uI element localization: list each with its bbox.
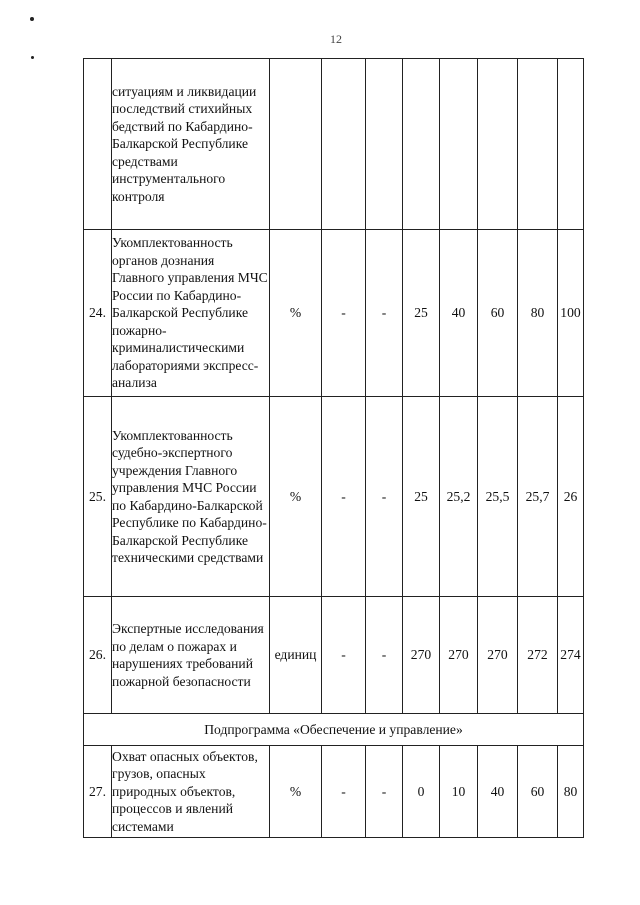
scan-speck — [30, 17, 34, 21]
value-cell: - — [366, 597, 403, 714]
table-row — [84, 59, 584, 230]
indicator-name: Охват опасных объектов, грузов, опасных природных объектов, процессов и явлений системами — [112, 746, 270, 838]
value-cell — [440, 59, 478, 230]
value-cell: - — [322, 397, 366, 597]
value-cell — [478, 59, 518, 230]
unit-cell: единиц — [270, 597, 322, 714]
scan-speck — [31, 56, 34, 59]
value-cell: 270 — [403, 597, 440, 714]
indicator-name: ситуациям и ликвидации последствий стихийных бедствий по Кабардино-Балкарской Республике средствами инструментального контроля — [112, 59, 270, 230]
value-cell: 274 — [558, 597, 584, 714]
value-cell: 270 — [440, 597, 478, 714]
value-cell — [518, 59, 558, 230]
value-cell: 0 — [403, 746, 440, 838]
value-cell: 10 — [440, 746, 478, 838]
unit-cell — [270, 59, 322, 230]
value-cell: - — [366, 746, 403, 838]
value-cell: 270 — [478, 597, 518, 714]
indicator-name: Укомплектованность судебно-экспертного учреждения Главного управления МЧС России по Кабардино-Балкарской Республике по Кабардино-Балкарской Республике техническими средствами — [112, 397, 270, 597]
value-cell: 60 — [478, 230, 518, 397]
unit-cell: % — [270, 397, 322, 597]
value-cell: - — [322, 746, 366, 838]
value-cell — [322, 59, 366, 230]
row-number: 26. — [84, 597, 112, 714]
value-cell: 25 — [403, 397, 440, 597]
section-row — [84, 714, 584, 746]
value-cell: 80 — [518, 230, 558, 397]
value-cell: - — [322, 597, 366, 714]
row-number: 24. — [84, 230, 112, 397]
indicator-name: Укомплектованность органов дознания Главного управления МЧС России по Кабардино-Балкарской Республике пожарно-криминалистическими лабораториями экспресс-анализа — [112, 230, 270, 397]
row-number — [84, 59, 112, 230]
row-number: 25. — [84, 397, 112, 597]
value-cell: 272 — [518, 597, 558, 714]
section-title: Подпрограмма «Обеспечение и управление» — [84, 714, 584, 746]
value-cell — [558, 59, 584, 230]
row-number: 27. — [84, 746, 112, 838]
value-cell: - — [322, 230, 366, 397]
table-row — [84, 397, 584, 597]
indicator-name: Экспертные исследования по делам о пожарах и нарушениях требований пожарной безопасности — [112, 597, 270, 714]
table-row — [84, 597, 584, 714]
indicators-table — [83, 58, 584, 838]
value-cell: 26 — [558, 397, 584, 597]
value-cell: - — [366, 397, 403, 597]
value-cell — [403, 59, 440, 230]
value-cell: 25,2 — [440, 397, 478, 597]
table-row — [84, 746, 584, 838]
value-cell: 100 — [558, 230, 584, 397]
value-cell: - — [366, 230, 403, 397]
page-number: 12 — [330, 32, 342, 46]
value-cell: 40 — [478, 746, 518, 838]
value-cell — [366, 59, 403, 230]
value-cell: 25,5 — [478, 397, 518, 597]
table-row — [84, 230, 584, 397]
unit-cell: % — [270, 746, 322, 838]
value-cell: 60 — [518, 746, 558, 838]
value-cell: 40 — [440, 230, 478, 397]
unit-cell: % — [270, 230, 322, 397]
value-cell: 80 — [558, 746, 584, 838]
value-cell: 25 — [403, 230, 440, 397]
value-cell: 25,7 — [518, 397, 558, 597]
